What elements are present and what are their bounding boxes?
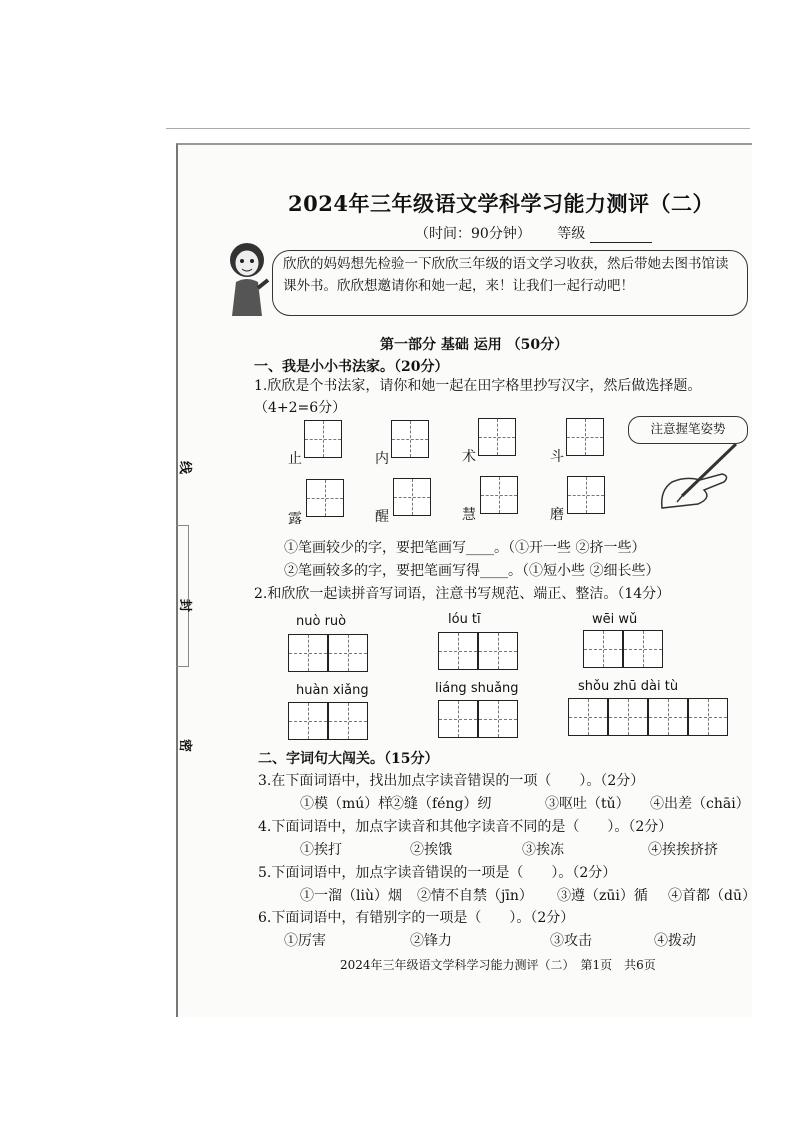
q3-option-1: ①模（mú）样 xyxy=(300,796,393,812)
pinyin-4: huàn xiǎng xyxy=(296,683,369,698)
binding-strip xyxy=(176,525,189,667)
intro-bubble: 欣欣的妈妈想先检验一下欣欣三年级的语文学习收获，然后带她去图书馆读课外书。欣欣想邀请你和她一起，来！让我们一起行动吧！ xyxy=(272,250,748,316)
previous-page-edge xyxy=(166,128,750,141)
writing-grid[interactable] xyxy=(478,418,516,456)
exam-title: 2024年三年级语文学科学习能力测评（二） xyxy=(288,191,714,216)
option-line-1: ①笔画较少的字，要把笔画写____。（①开一些 ②挤一些） xyxy=(284,540,646,556)
writing-grid[interactable] xyxy=(438,632,478,670)
exam-subheader xyxy=(415,223,652,243)
pen-grip-note: 注意握笔姿势 xyxy=(628,416,748,444)
writing-grid[interactable] xyxy=(566,418,604,456)
side-label-secret: 密 xyxy=(177,738,193,753)
q4-option-3: ③挨冻 xyxy=(522,842,564,858)
question-1: 1.欣欣是个书法家，请你和她一起在田字格里抄写汉字，然后做选择题。 xyxy=(254,378,702,394)
question-1-score: （4+2=6分） xyxy=(254,400,347,416)
q4-option-4: ④挨挨挤挤 xyxy=(648,842,718,858)
char-2: 内 xyxy=(375,451,389,467)
writing-grid[interactable] xyxy=(623,630,663,668)
side-label-line: 线 xyxy=(177,460,193,475)
writing-grid[interactable] xyxy=(688,698,728,736)
pinyin-5: liáng shuǎng xyxy=(435,681,519,696)
writing-grid[interactable] xyxy=(306,479,344,517)
q6-option-2: ②锋力 xyxy=(410,933,452,949)
section1-title: 一、我是小小书法家。（20分） xyxy=(254,359,449,375)
writing-grid[interactable] xyxy=(480,476,518,514)
q3-option-2: ②缝（féng）纫 xyxy=(390,796,492,812)
writing-grid[interactable] xyxy=(288,634,328,672)
exam-time: （时间：90分钟） xyxy=(415,226,531,242)
girl-illustration xyxy=(222,238,272,316)
writing-grid[interactable] xyxy=(438,700,478,738)
q5-option-4: ④首都（dū） xyxy=(668,888,756,904)
char-8: 磨 xyxy=(550,507,564,523)
writing-grid[interactable] xyxy=(304,420,342,458)
writing-grid[interactable] xyxy=(393,478,431,516)
pinyin-6: shǒu zhū dài tù xyxy=(578,679,679,694)
q6-option-4: ④拨动 xyxy=(654,933,696,949)
writing-grid[interactable] xyxy=(328,702,368,740)
part1-heading: 第一部分 基础 运用 （50分） xyxy=(380,337,569,353)
q4-option-1: ①挨打 xyxy=(300,842,342,858)
char-6: 醒 xyxy=(375,509,389,525)
question-6: 6.下面词语中，有错别字的一项是（ ）。（2分） xyxy=(258,910,575,926)
q6-option-1: ①厉害 xyxy=(284,933,326,949)
writing-grid[interactable] xyxy=(583,630,623,668)
char-1: 止 xyxy=(288,451,302,467)
q5-option-1: ①一溜（liù）烟 xyxy=(300,888,402,904)
char-7: 慧 xyxy=(462,507,476,523)
writing-grid[interactable] xyxy=(478,700,518,738)
question-3: 3.在下面词语中，找出加点字读音错误的一项（ ）。（2分） xyxy=(258,773,645,789)
q3-option-3: ③呕吐（tǔ） xyxy=(545,796,630,812)
pinyin-1: nuò ruò xyxy=(296,614,347,629)
grade-label: 等级 xyxy=(557,226,586,242)
writing-grid[interactable] xyxy=(648,698,688,736)
section2-title: 二、字词句大闯关。（15分） xyxy=(258,751,439,767)
writing-grid[interactable] xyxy=(288,702,328,740)
writing-grid[interactable] xyxy=(391,420,429,458)
char-3: 术 xyxy=(462,449,476,465)
option-line-2: ②笔画较多的字，要把笔画写得____。（①短小些 ②细长些） xyxy=(284,563,660,579)
writing-grid[interactable] xyxy=(328,634,368,672)
q6-option-3: ③攻击 xyxy=(550,933,592,949)
char-5: 露 xyxy=(288,511,302,527)
writing-grid[interactable] xyxy=(608,698,648,736)
q5-option-2: ②情不自禁（jīn） xyxy=(417,888,533,904)
grade-blank[interactable] xyxy=(590,228,652,243)
char-4: 斗 xyxy=(550,449,564,465)
writing-grid[interactable] xyxy=(568,698,608,736)
pinyin-2: lóu tī xyxy=(448,612,481,627)
q5-option-3: ③遵（zūi）循 xyxy=(557,888,648,904)
side-label-seal: 封 xyxy=(177,598,193,613)
q3-option-4: ④出差（chāi） xyxy=(650,796,750,812)
page-footer: 2024年三年级语文学科学习能力测评（二） 第1页 共6页 xyxy=(340,958,656,972)
question-5: 5.下面词语中，加点字读音错误的一项是（ ）。（2分） xyxy=(258,865,617,881)
question-2: 2.和欣欣一起读拼音写词语，注意书写规范、端正、整洁。（14分） xyxy=(254,586,671,602)
hand-writing-illustration xyxy=(652,440,744,510)
writing-grid[interactable] xyxy=(478,632,518,670)
pinyin-3: wēi wǔ xyxy=(592,612,638,627)
question-4: 4.下面词语中，加点字读音和其他字读音不同的是（ ）。（2分） xyxy=(258,819,673,835)
q4-option-2: ②挨饿 xyxy=(410,842,452,858)
writing-grid[interactable] xyxy=(567,476,605,514)
